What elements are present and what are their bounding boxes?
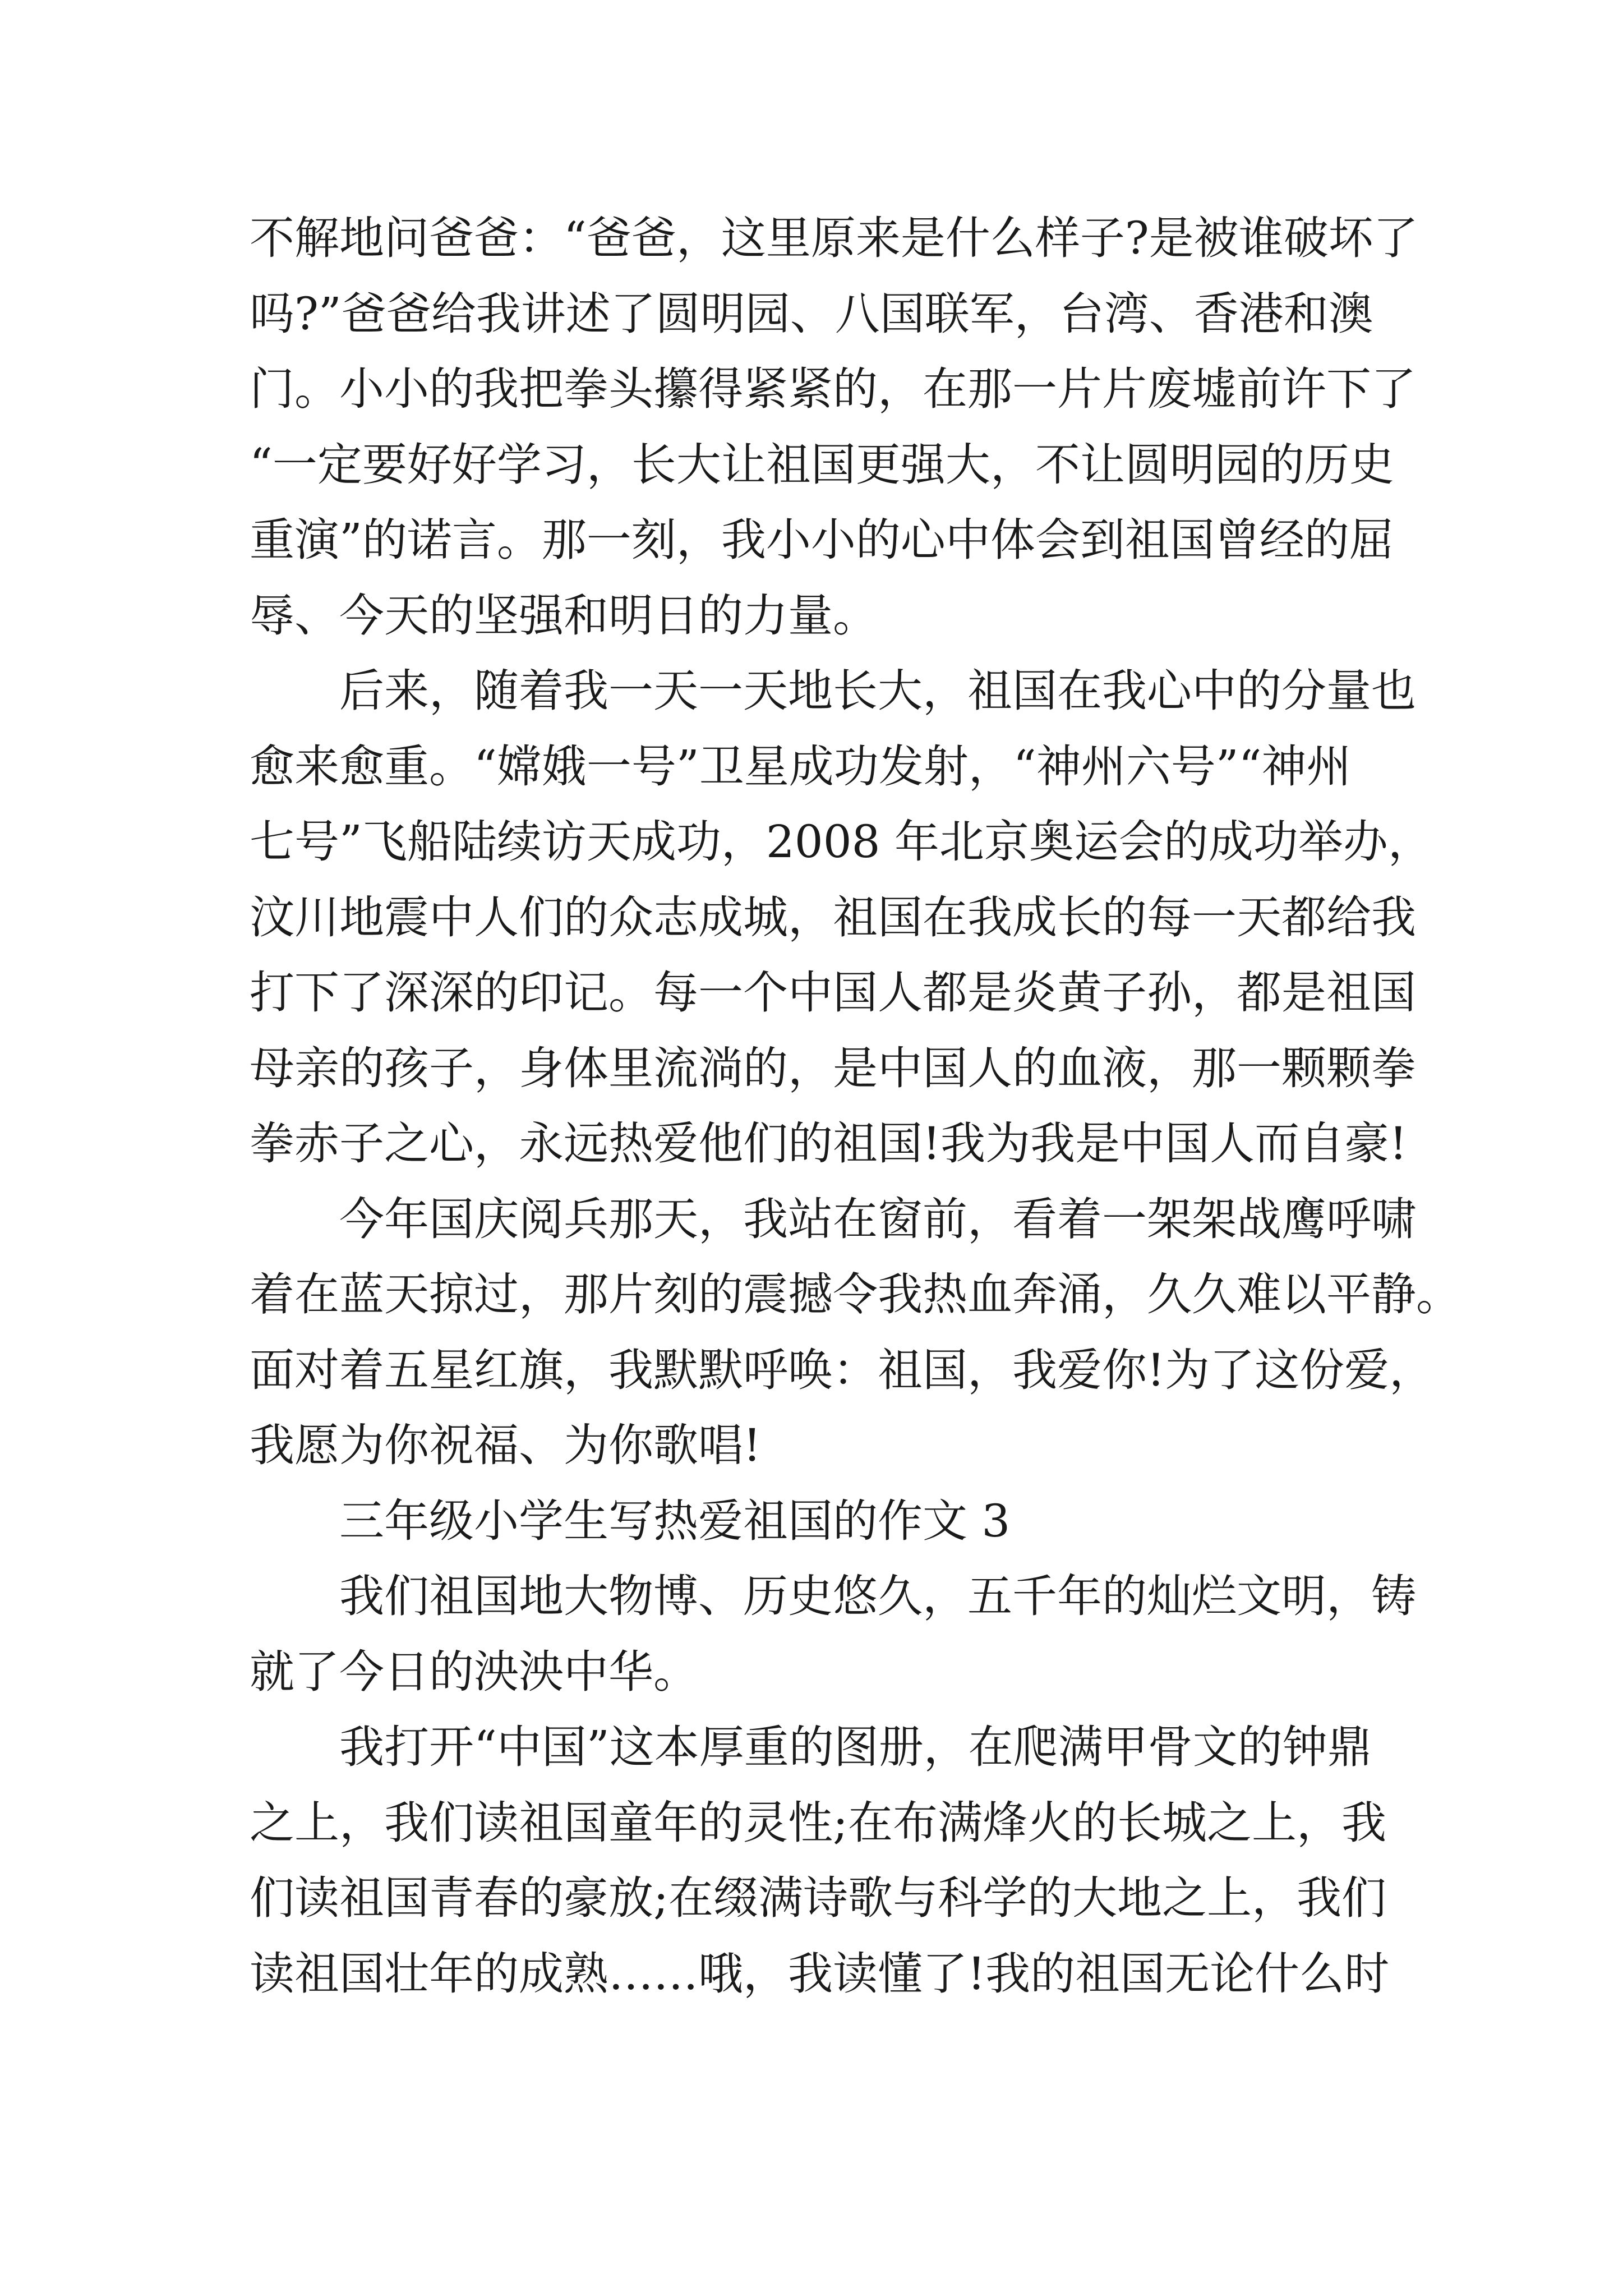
text-line: 我们祖国地大物博、历史悠久，五千年的灿烂文明，铸: [250, 1570, 1416, 1622]
text-line: 我愿为你祝福、为你歌唱!: [250, 1419, 762, 1471]
text-line: 辱、今天的坚强和明日的力量。: [250, 589, 878, 642]
text-line: 七号”飞船陆续访天成功，2008 年北京奥运会的成功举办，: [250, 816, 1433, 868]
text-line: 们读祖国青春的豪放;在缀满诗歌与科学的大地之上，我们: [250, 1872, 1386, 1924]
text-line: 后来，随着我一天一天地长大，祖国在我心中的分量也: [250, 665, 1416, 717]
text-line: 母亲的孩子，身体里流淌的，是中国人的血液，那一颗颗拳: [250, 1042, 1416, 1094]
paragraph: [250, 654, 1433, 1182]
heading-line: 三年级小学生写热爱祖国的作文 3: [250, 1494, 1011, 1547]
text-line: 拳赤子之心，永远热爱他们的祖国!我为我是中国人而自豪!: [250, 1117, 1408, 1170]
text-line: 面对着五星红旗，我默默呼唤：祖国，我爱你!为了这份爱，: [250, 1343, 1435, 1396]
text-line: 吗?”爸爸给我讲述了圆明园、八国联军，台湾、香港和澳: [250, 287, 1373, 340]
paragraph: [250, 201, 1418, 654]
document-body: [250, 201, 1461, 2012]
text-line: 愈来愈重。“嫦娥一号”卫星成功发射，“神州六号”“神州: [250, 740, 1352, 793]
text-line: 汶川地震中人们的众志成城，祖国在我成长的每一天都给我: [250, 891, 1416, 944]
text-line: 着在蓝天掠过，那片刻的震撼令我热血奔涌，久久难以平静。: [250, 1268, 1461, 1320]
text-line: 重演”的诺言。那一刻，我小小的心中体会到祖国曾经的屈: [250, 514, 1394, 566]
text-line: “一定要好好学习，长大让祖国更强大，不让圆明园的历史: [250, 438, 1394, 491]
section-heading: [250, 1484, 1374, 1559]
text-line: 我打开“中国”这本厚重的图册，在爬满甲骨文的钟鼎: [250, 1721, 1372, 1773]
text-line: 门。小小的我把拳头攥得紧紧的，在那一片片废墟前许下了: [250, 363, 1416, 415]
text-line: 之上，我们读祖国童年的灵性;在布满烽火的长城之上，我: [250, 1796, 1386, 1849]
text-line: 就了今日的泱泱中华。: [250, 1645, 698, 1698]
paragraph: [250, 1710, 1390, 2012]
paragraph: [250, 1182, 1461, 1484]
paragraph: [250, 1559, 1416, 1710]
text-line: 读祖国壮年的成熟……哦，我读懂了!我的祖国无论什么时: [250, 1947, 1390, 2000]
text-line: 今年国庆阅兵那天，我站在窗前，看着一架架战鹰呼啸: [250, 1193, 1416, 1245]
text-line: 打下了深深的印记。每一个中国人都是炎黄子孙，都是祖国: [250, 967, 1416, 1019]
text-line: 不解地问爸爸：“爸爸，这里原来是什么样子?是被谁破坏了: [250, 212, 1418, 264]
